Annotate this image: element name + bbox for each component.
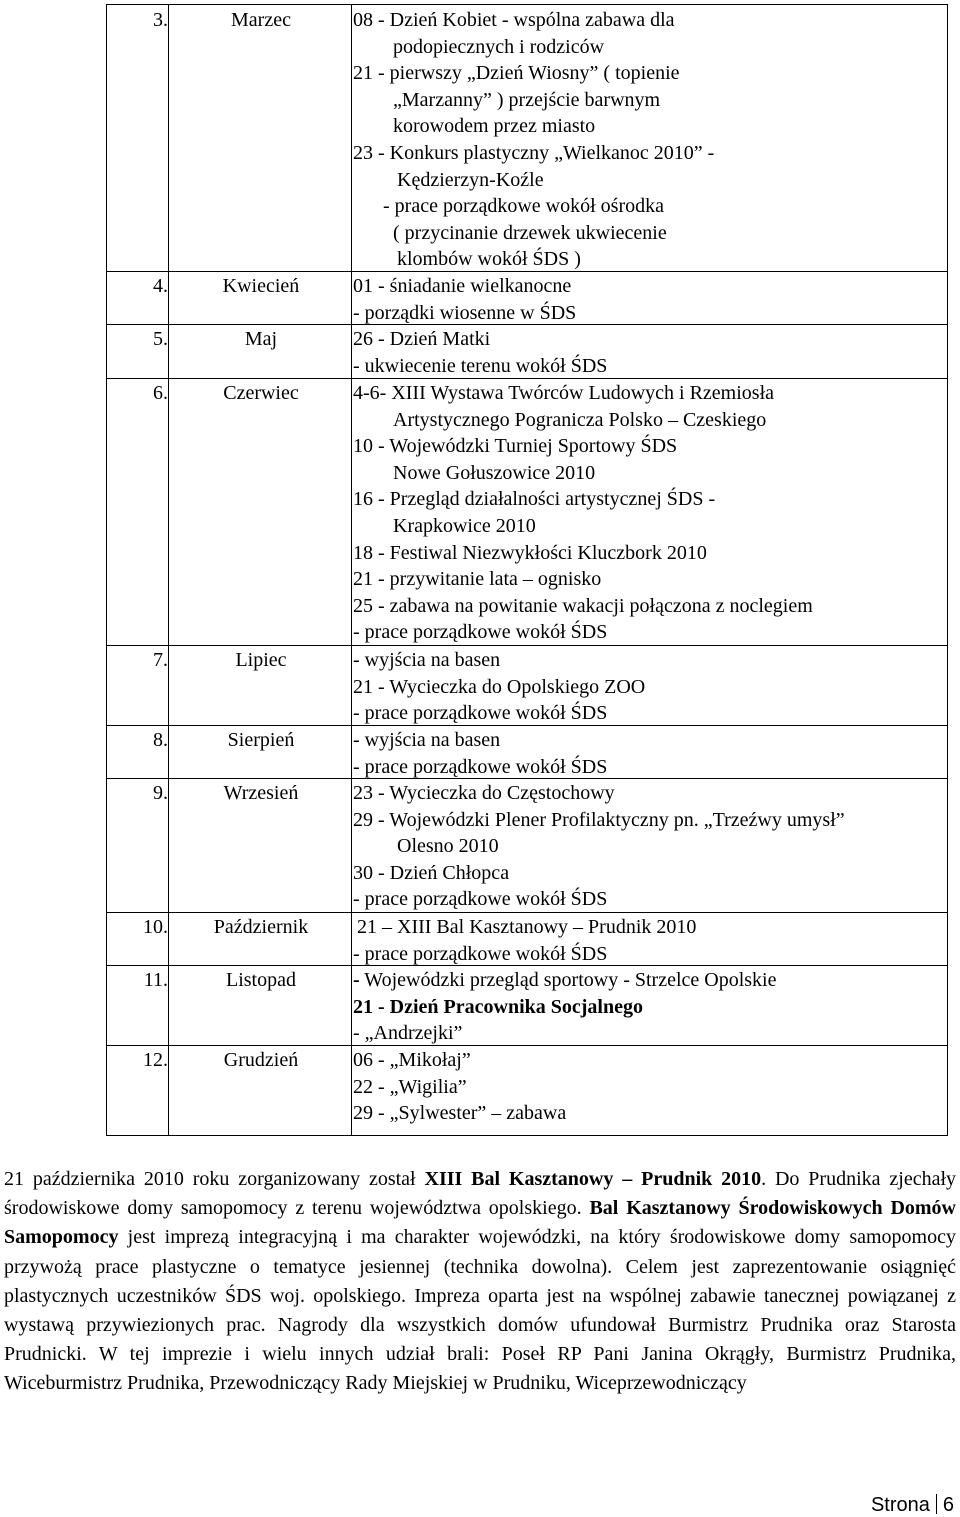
month-name: Marzec — [231, 9, 291, 31]
event-line: 29 - „Sylwester” – zabawa — [353, 1102, 567, 1125]
month-name: Sierpień — [227, 729, 295, 751]
event-line: - Wojewódzki przegląd sportowy - Strzelce Opolskie — [353, 969, 777, 991]
events-cell — [353, 324, 947, 379]
event-line: 30 - Dzień Chłopca — [353, 861, 510, 884]
event-line: 29 - Wojewódzki Plener Profilaktyczny pn. „Trzeźwy umysł” — [353, 808, 845, 831]
page-number: 6 — [942, 1494, 954, 1516]
event-line: 25 - zabawa na powitanie wakacji połączona z noclegiem — [353, 594, 813, 617]
body-paragraph — [4, 1165, 956, 1399]
event-line: Olesno 2010 — [397, 835, 499, 858]
event-line: Nowe Gołuszowice 2010 — [393, 461, 596, 484]
event-line: 01 - śniadanie wielkanocne — [353, 275, 572, 297]
event-line: 06 - „Mikołaj” — [353, 1049, 471, 1071]
events-cell — [353, 965, 947, 1047]
row-number: 4. — [153, 275, 168, 297]
event-line: 23 - Konkurs plastyczny „Wielkanoc 2010” - — [353, 141, 715, 164]
month-name: Wrzesień — [223, 782, 299, 804]
event-line: 26 - Dzień Matki — [353, 328, 491, 350]
event-line: - porządki wiosenne w ŚDS — [353, 301, 577, 324]
event-line: korowodem przez miasto — [393, 115, 596, 138]
event-line: - prace porządkowe wokół ośrodka — [383, 195, 665, 218]
event-line: klombów wokół ŚDS ) — [397, 248, 581, 271]
events-cell — [353, 5, 947, 273]
page-footer — [871, 1493, 954, 1517]
event-line: 4-6- XIII Wystawa Twórców Ludowych i Rzemiosła — [353, 382, 774, 404]
paragraph-bold-segment: Bal Kasztanowy Środowiskowych Domów Samopomocy — [4, 1197, 956, 1249]
events-cell — [353, 378, 947, 646]
event-line: 21 - Dzień Pracownika Socjalnego — [353, 995, 643, 1018]
event-line: - prace porządkowe wokół ŚDS — [353, 755, 608, 778]
event-line: - „Andrzejki” — [353, 1022, 463, 1045]
paragraph-segment: . Do Prudnika zjechały środowiskowe domy samopomocy z terenu województwa opolskiego. — [4, 1168, 957, 1220]
row-number: 3. — [153, 9, 168, 31]
month-name: Czerwiec — [223, 382, 299, 404]
event-line: 21 – XIII Bal Kasztanowy – Prudnik 2010 — [357, 916, 697, 938]
event-line: 08 - Dzień Kobiet - wspólna zabawa dla — [353, 9, 675, 31]
event-line: 21 - Wycieczka do Opolskiego ZOO — [353, 675, 646, 698]
events-cell — [353, 645, 947, 727]
event-line: Artystycznego Pogranicza Polsko – Czeskiego — [393, 408, 767, 431]
event-line: - prace porządkowe wokół ŚDS — [353, 621, 608, 644]
event-line: „Marzanny” ) przejście barwnym — [393, 88, 661, 111]
row-number: 6. — [153, 382, 168, 404]
event-line: - prace porządkowe wokół ŚDS — [353, 702, 608, 725]
row-number: 10. — [143, 916, 168, 938]
event-line: 21 - przywitanie lata – ognisko — [353, 568, 602, 591]
event-line: - prace porządkowe wokół ŚDS — [353, 888, 608, 911]
event-line: 18 - Festiwal Niezwykłości Kluczbork 2010 — [353, 541, 707, 564]
event-line: podopiecznych i rodziców — [393, 35, 605, 58]
month-name: Maj — [244, 328, 278, 350]
event-line: - wyjścia na basen — [353, 649, 501, 671]
month-name: Kwiecień — [222, 275, 300, 297]
event-line: 16 - Przegląd działalności artystycznej ŚDS - — [353, 488, 716, 511]
paragraph-text — [4, 1165, 956, 1399]
event-line: - wyjścia na basen — [353, 729, 501, 751]
paragraph-segment: 21 października 2010 roku zorganizowany został — [4, 1168, 425, 1190]
row-number: 5. — [153, 328, 168, 350]
events-cell — [353, 778, 947, 913]
event-line: Krapkowice 2010 — [393, 514, 536, 537]
event-line: 23 - Wycieczka do Częstochowy — [353, 782, 615, 804]
events-cell — [353, 912, 947, 967]
month-name: Grudzień — [223, 1049, 299, 1071]
event-line: Kędzierzyn-Koźle — [397, 168, 544, 191]
row-number: 7. — [153, 649, 168, 671]
schedule-table — [106, 4, 948, 1136]
row-number: 11. — [143, 969, 168, 991]
events-cell — [353, 1045, 947, 1127]
event-line: - ukwiecenie terenu wokół ŚDS — [353, 354, 608, 377]
paragraph-bold-segment: XIII Bal Kasztanowy – Prudnik 2010 — [424, 1168, 762, 1190]
event-line: - prace porządkowe wokół ŚDS — [353, 942, 608, 965]
page-label: Strona — [870, 1494, 930, 1516]
month-name: Październik — [213, 916, 309, 938]
events-cell — [353, 725, 947, 780]
row-number: 8. — [153, 729, 168, 751]
row-number: 12. — [143, 1049, 168, 1071]
event-line: 22 - „Wigilia” — [353, 1075, 467, 1098]
paragraph-segment: jest imprezą integracyjną i ma charakter wojewódzki, na który środowiskowe domy samopomocy przywożą prace plastyczne o tematyce jesiennej (technika dowolna). Celem jest zaprezentowanie osiągnięć plastycznych uczestników ŚDS woj. opolskiego. Impreza oparta jest na wspólnej zabawie tanecznej powiązanej z wystawą przywiezionych prac. Nagrody dla wszystkich domów ufundował Burmistrz Prudnika oraz Starosta Prudnicki. W tej imprezie i wielu innych udział brali: Poseł RP Pani Janina Okrągły, Burmistrz Prudnika, Wiceburmistrz Prudnika, Przewodniczący Rady Miejskiej w Prudniku, Wiceprzewodniczący — [4, 1226, 956, 1395]
event-line: 10 - Wojewódzki Turniej Sportowy ŚDS — [353, 435, 678, 458]
row-number: 9. — [153, 782, 168, 804]
month-name: Listopad — [226, 969, 296, 991]
event-line: ( przycinanie drzewek ukwiecenie — [393, 221, 667, 244]
month-name: Lipiec — [235, 649, 287, 671]
events-cell — [353, 271, 947, 326]
event-line: 21 - pierwszy „Dzień Wiosny” ( topienie — [353, 62, 680, 85]
footer-separator — [936, 1494, 937, 1514]
